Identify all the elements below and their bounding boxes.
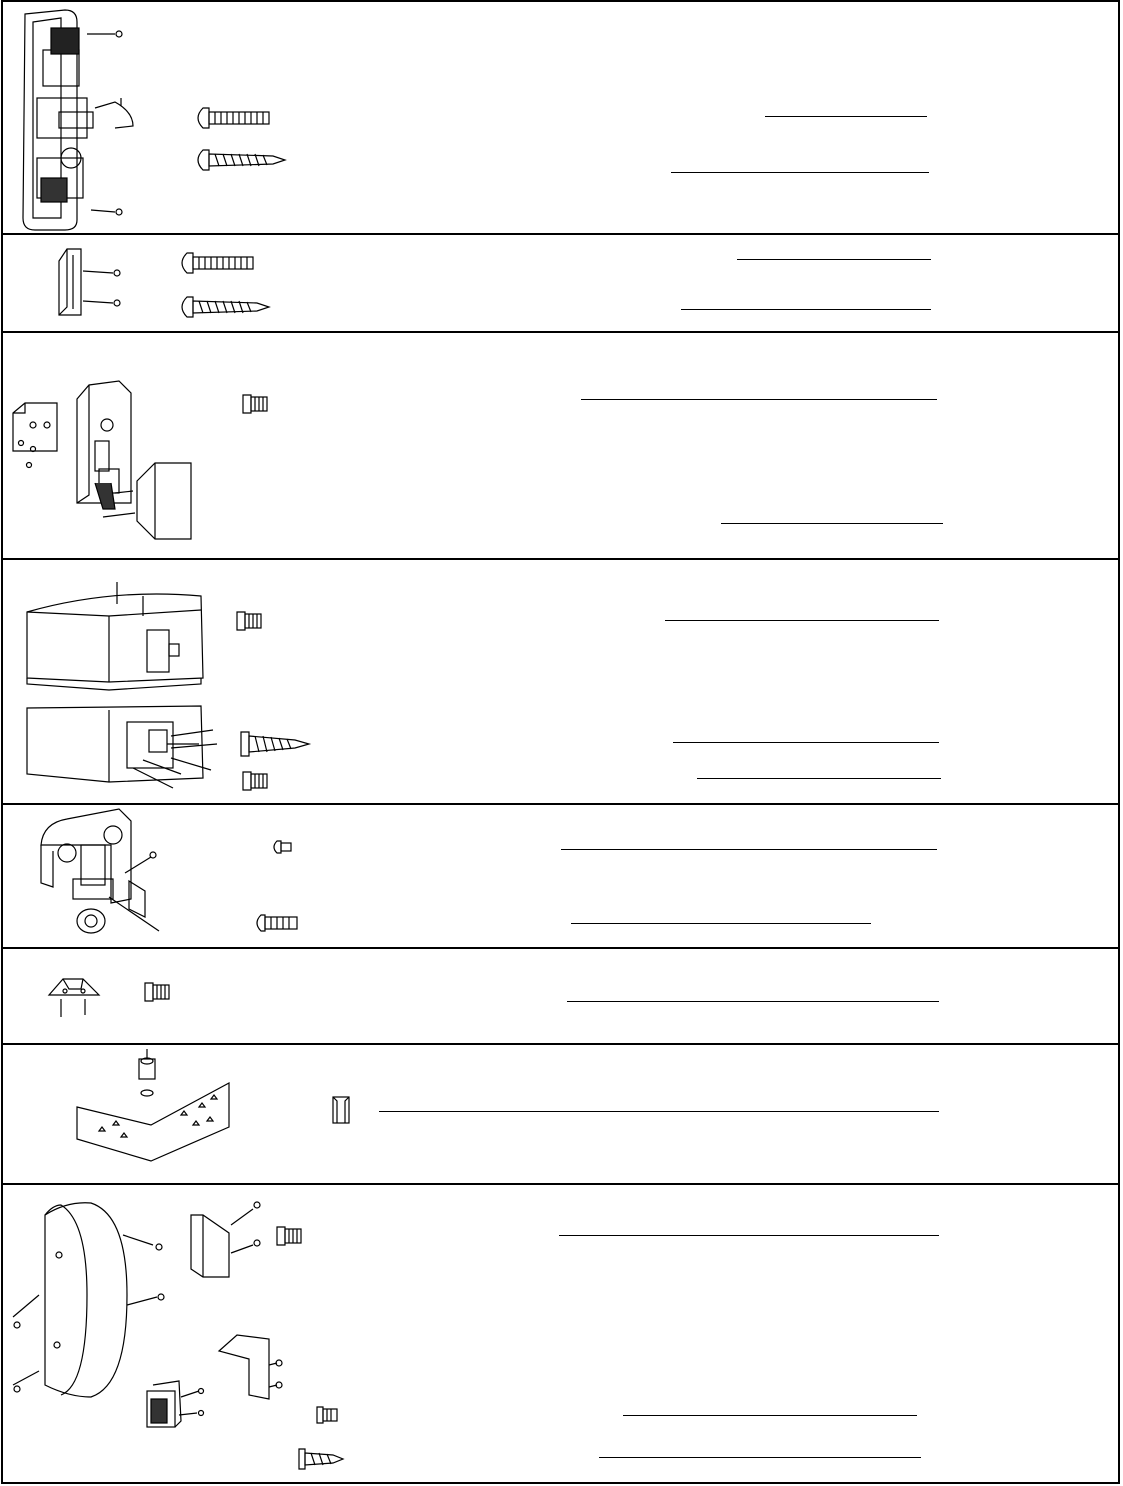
part-number-line [665, 620, 939, 621]
flat-head-screw-icon [3, 560, 1122, 805]
part-number-line [623, 1415, 917, 1416]
wood-screw-icon [3, 2, 1122, 235]
insert-icon [3, 1045, 1122, 1185]
part-number-line [379, 1111, 939, 1112]
row-lock-mechanism [3, 2, 1118, 235]
part-number-line [673, 742, 939, 743]
flat-head-screw-icon [3, 333, 1122, 560]
wood-screw-icon [3, 235, 1122, 333]
row-cabinet-strike [3, 560, 1118, 805]
row-housing-assembly [3, 1185, 1118, 1486]
part-number-line [571, 923, 871, 924]
row-hinge-latch [3, 805, 1118, 949]
part-number-line [671, 172, 929, 173]
row-latch-assembly [3, 333, 1118, 560]
row-small-strike [3, 949, 1118, 1045]
flat-wood-screw-icon [3, 1185, 1122, 1486]
part-number-line [559, 1235, 939, 1236]
part-number-line [561, 849, 937, 850]
flat-head-screw-icon [3, 949, 1122, 1045]
part-number-line [681, 309, 931, 310]
parts-sheet [1, 0, 1120, 1484]
part-number-line [567, 1001, 939, 1002]
part-number-line [721, 523, 943, 524]
part-number-line [599, 1457, 921, 1458]
part-number-line [765, 116, 927, 117]
row-small-bracket [3, 235, 1118, 333]
part-number-line [581, 399, 937, 400]
part-number-line [697, 778, 941, 779]
part-number-line [737, 259, 931, 260]
machine-screw-icon [3, 805, 1122, 949]
row-threaded-insert [3, 1045, 1118, 1185]
